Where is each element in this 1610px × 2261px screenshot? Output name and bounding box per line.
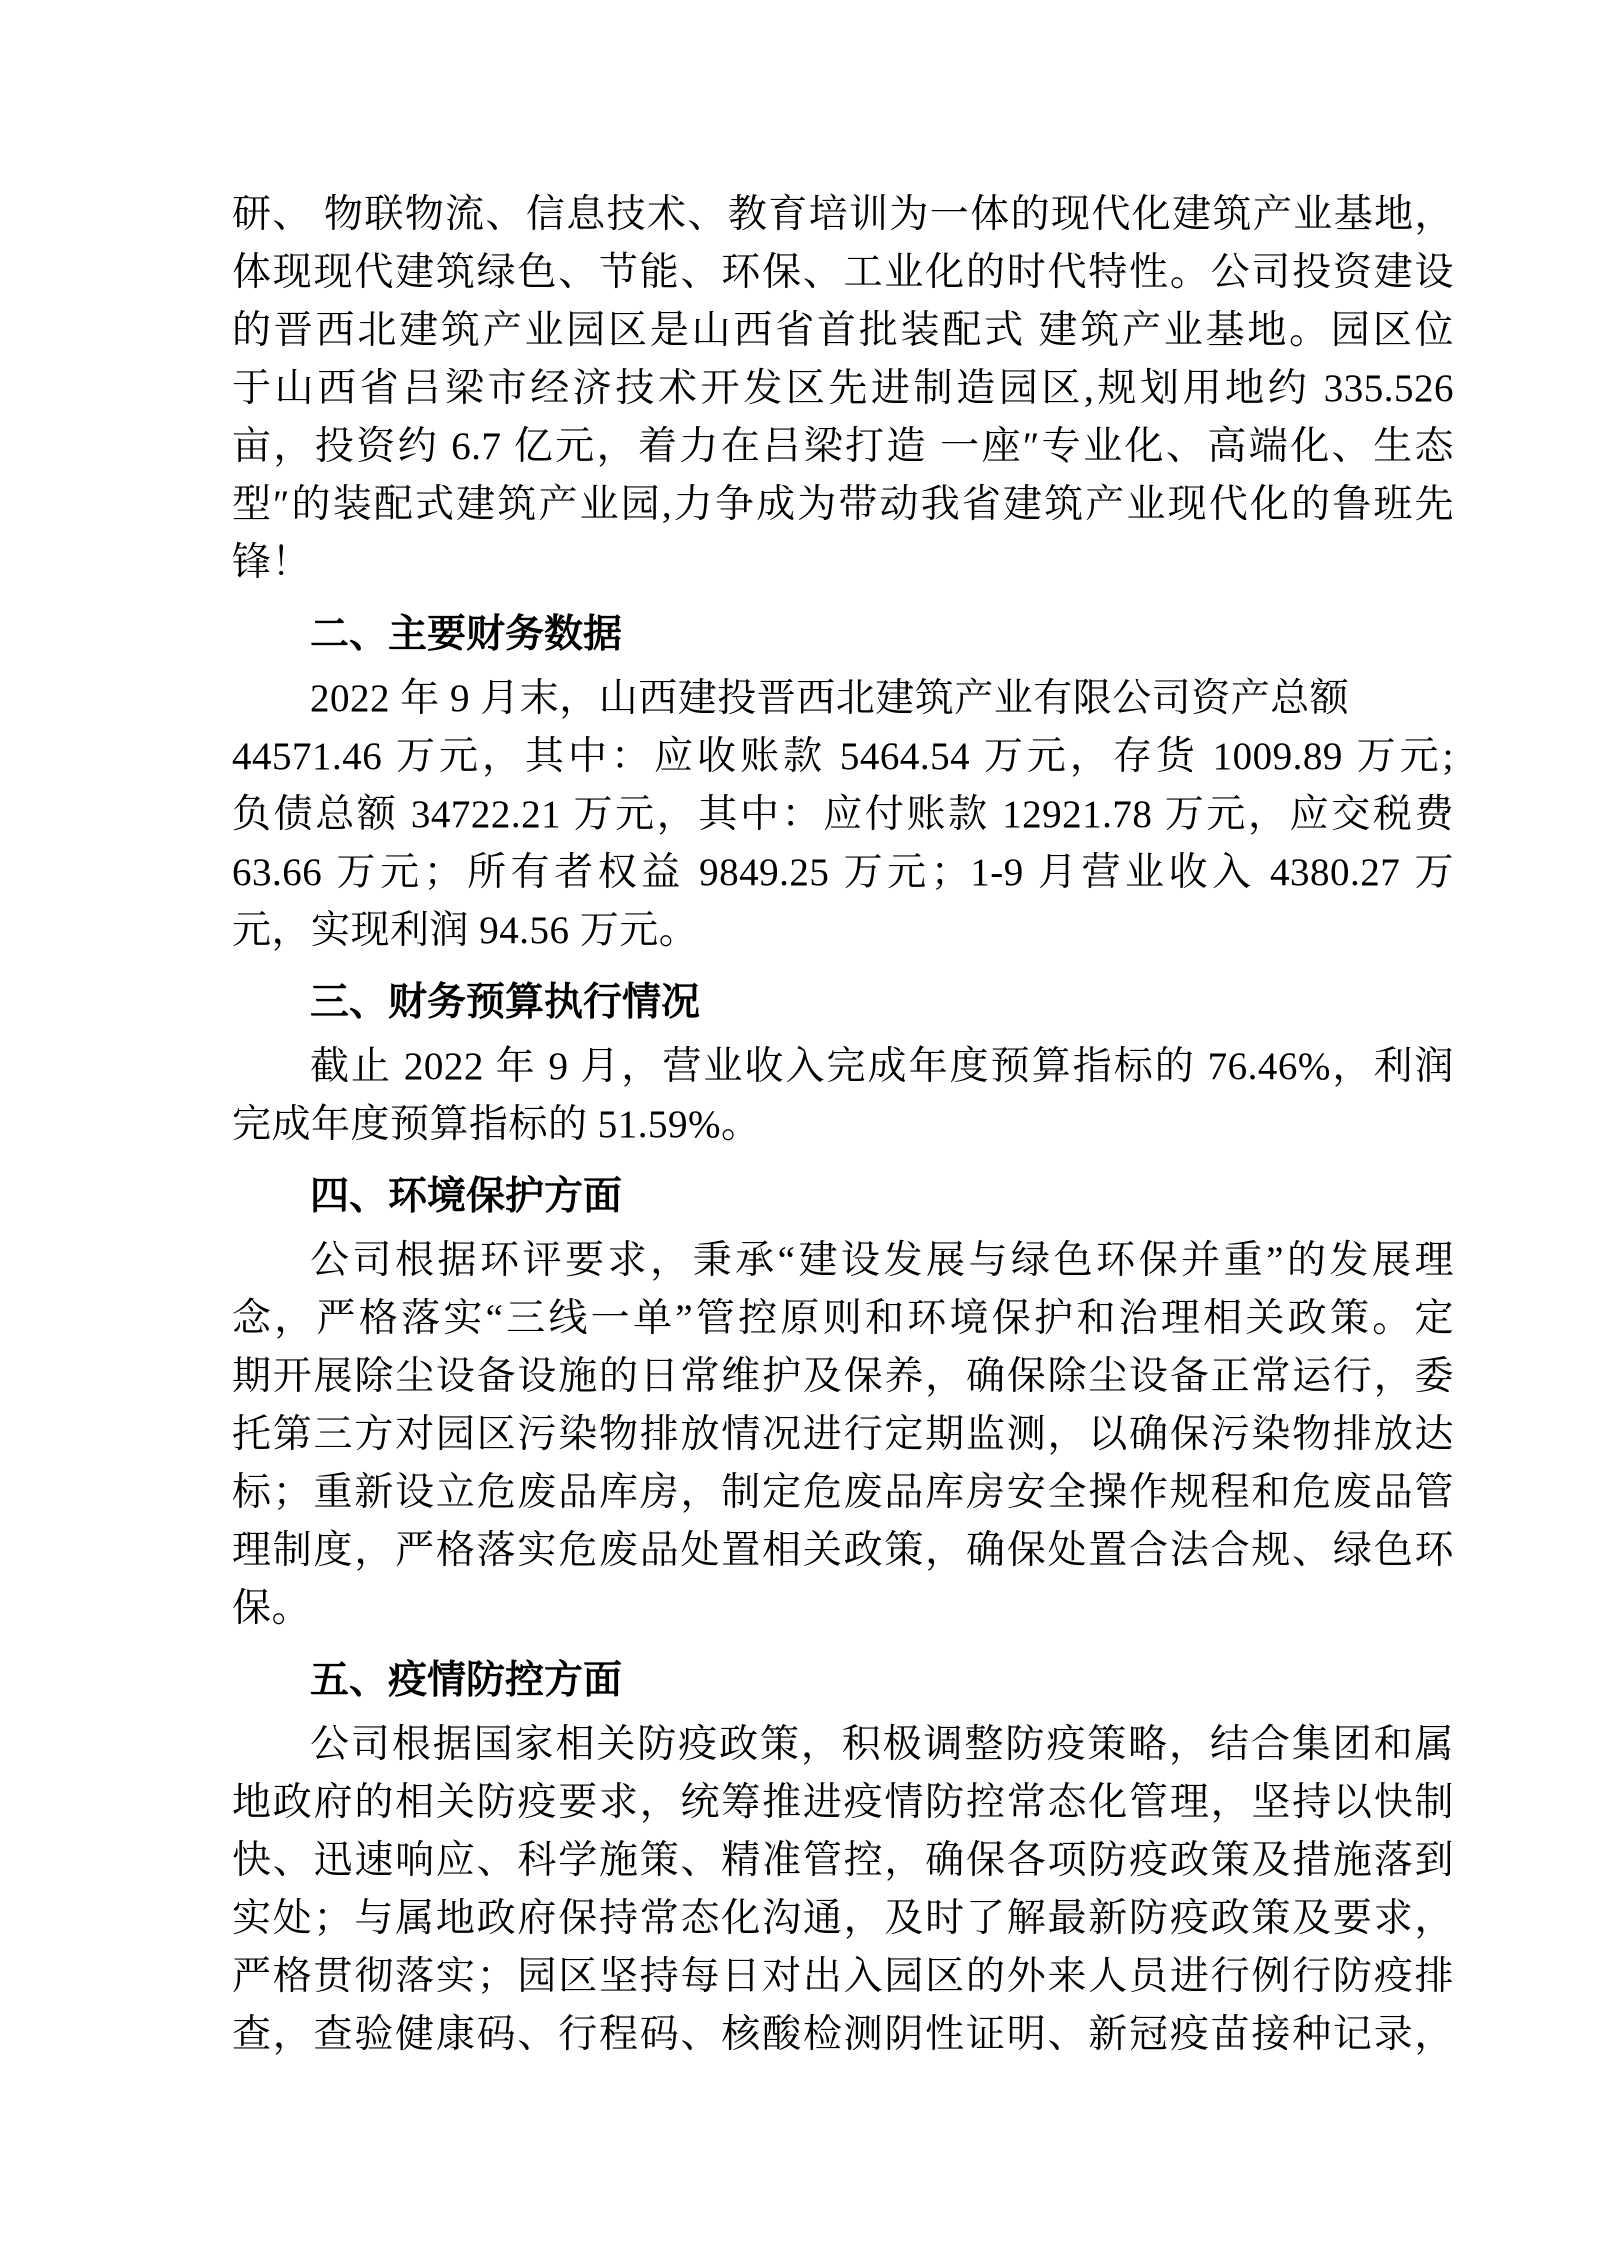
text-line: 63.66 万元；所有者权益 9849.25 万元；1-9 月营业收入 4380.27 万: [232, 851, 1454, 894]
text-line: 地政府的相关防疫要求，统筹推进疫情防控常态化管理，坚持以快制: [232, 1781, 1454, 1824]
text-line: 保。: [232, 1587, 312, 1630]
document-content: [232, 186, 1454, 2064]
text-line: 亩，投资约 6.7 亿元，着力在吕梁打造 一座″专业化、高端化、生态: [232, 425, 1454, 468]
text-line: 元，实现利润 94.56 万元。: [232, 909, 699, 952]
paragraph-environmental-protection: [232, 1232, 1454, 1638]
text-line: 托第三方对园区污染物排放情况进行定期监测，以确保污染物排放达: [232, 1413, 1454, 1456]
text-line: 截止 2022 年 9 月，营业收入完成年度预算指标的 76.46%，利润: [310, 1045, 1454, 1088]
text-line: 念，严格落实“三线一单”管控原则和环境保护和治理相关政策。定: [232, 1297, 1454, 1340]
text-line: 查，查验健康码、行程码、核酸检测阴性证明、新冠疫苗接种记录，: [232, 2013, 1454, 2056]
text-line: 44571.46 万元，其中：应收账款 5464.54 万元，存货 1009.89 万元;: [232, 735, 1454, 778]
text-line: 公司根据国家相关防疫政策，积极调整防疫策略，结合集团和属: [310, 1723, 1454, 1766]
text-line: 2022 年 9 月末，山西建投晋西北建筑产业有限公司资产总额: [310, 677, 1350, 720]
text-line: 标；重新设立危废品库房，制定危废品库房安全操作规程和危废品管: [232, 1471, 1454, 1514]
section-heading-pandemic-prevention: 五、疫情防控方面: [310, 1659, 623, 1702]
section-heading-financial-data: 二、主要财务数据: [310, 613, 623, 656]
text-line: 严格贯彻落实；园区坚持每日对出入园区的外来人员进行例行防疫排: [232, 1955, 1454, 1998]
text-line: 期开展除尘设备设施的日常维护及保养，确保除尘设备正常运行，委: [232, 1355, 1454, 1398]
text-line: 负债总额 34722.21 万元，其中：应付账款 12921.78 万元，应交税费: [232, 793, 1454, 836]
section-heading-environmental-protection: 四、环境保护方面: [310, 1175, 623, 1218]
text-line: 于山西省吕梁市经济技术开发区先进制造园区,规划用地约 335.526: [232, 367, 1454, 410]
text-line: 锋！: [232, 541, 312, 584]
text-line: 快、迅速响应、科学施策、精准管控，确保各项防疫政策及措施落到: [232, 1839, 1454, 1882]
text-line: 研、 物联物流、信息技术、教育培训为一体的现代化建筑产业基地，: [232, 193, 1454, 236]
text-line: 公司根据环评要求，秉承“建设发展与绿色环保并重”的发展理: [310, 1239, 1454, 1282]
text-line: 体现现代建筑绿色、节能、环保、工业化的时代特性。公司投资建设: [232, 251, 1454, 294]
text-line: 理制度，严格落实危废品处置相关政策，确保处置合法合规、绿色环: [232, 1529, 1454, 1572]
paragraph-intro-continuation: [232, 186, 1454, 592]
paragraph-budget-execution: [232, 1038, 1454, 1154]
text-line: 的晋西北建筑产业园区是山西省首批装配式 建筑产业基地。园区位: [232, 309, 1454, 352]
text-line: 实处；与属地政府保持常态化沟通，及时了解最新防疫政策及要求，: [232, 1897, 1454, 1940]
section-heading-budget-execution: 三、财务预算执行情况: [310, 981, 701, 1024]
text-line: 型″的装配式建筑产业园,力争成为带动我省建筑产业现代化的鲁班先: [232, 483, 1454, 526]
paragraph-pandemic-prevention: [232, 1716, 1454, 2064]
paragraph-financial-data: [232, 670, 1454, 960]
text-line: 完成年度预算指标的 51.59%。: [232, 1103, 761, 1146]
